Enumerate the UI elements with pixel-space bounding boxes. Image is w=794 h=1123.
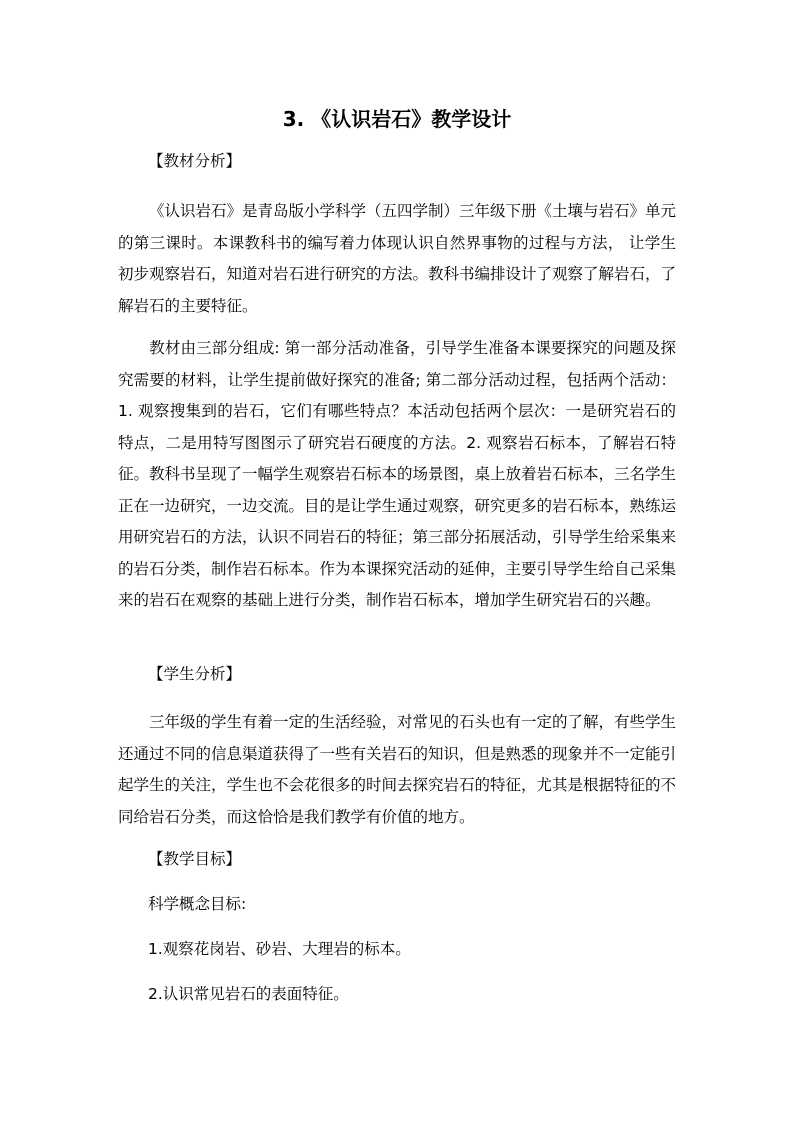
goal-item-1: 1.观察花岗岩、砂岩、大理岩的标本。 <box>148 940 411 958</box>
section-heading-teaching-goals: 【教学目标】 <box>148 850 242 868</box>
paragraph-student-analysis-1 <box>118 707 676 833</box>
goal-item-2: 2.认识常见岩石的表面特征。 <box>148 985 349 1003</box>
section-heading-material-analysis: 【教材分析】 <box>148 152 242 170</box>
goal-subheading: 科学概念目标: <box>148 895 247 913</box>
paragraph-material-analysis-2 <box>118 333 676 617</box>
paragraph-text: 三年级的学生有着一定的生活经验，对常见的石头也有一定的了解，有些学生还通过不同的信息渠道获得了一些有关岩石的知识，但是熟悉的现象并不一定能引起学生的关注，学生也不会花很多的时间去探究岩石的特征，尤其是根据特征的不同给岩石分类，而这恰恰是我们教学有价值的地方。 <box>118 713 677 826</box>
paragraph-material-analysis-1 <box>118 196 676 322</box>
paragraph-text: 教材由三部分组成: 第一部分活动准备，引导学生准备本课要探究的问题及探究需要的材料，让学生提前做好探究的准备; 第二部分活动过程，包括两个活动：1. 观察搜集到的岩石，它们有哪些特点？本活动包括两个层次：一是研究岩石的特点，二是用特写图图示了研究岩石硬度的方法。2. 观察岩石标本，了解岩石特征。教科书呈现了一幅学生观察岩石标本的场景图，桌上放着岩石标本，三名学生正在一边研究，一边交流。目的是让学生通过观察，研究更多的岩石标本，熟练运用研究岩石的方法，认识不同岩石的特征；第三部分拓展活动，引导学生给采集来的岩石分类，制作岩石标本。作为本课探究活动的延伸，主要引导学生给自己采集来的岩石在观察的基础上进行分类，制作岩石标本，增加学生研究岩石的兴趣。 <box>118 339 677 609</box>
paragraph-text: 《认识岩石》是青岛版小学科学（五四学制）三年级下册《土壤与岩石》单元的第三课时。本课教科书的编写着力体现认识自然界事物的过程与方法， 让学生初步观察岩石，知道对岩石进行研究的方法。教科书编排设计了观察了解岩石，了解岩石的主要特征。 <box>118 202 677 315</box>
section-heading-student-analysis: 【学生分析】 <box>148 665 242 683</box>
document-title: 3. 《认识岩石》教学设计 <box>282 107 512 131</box>
